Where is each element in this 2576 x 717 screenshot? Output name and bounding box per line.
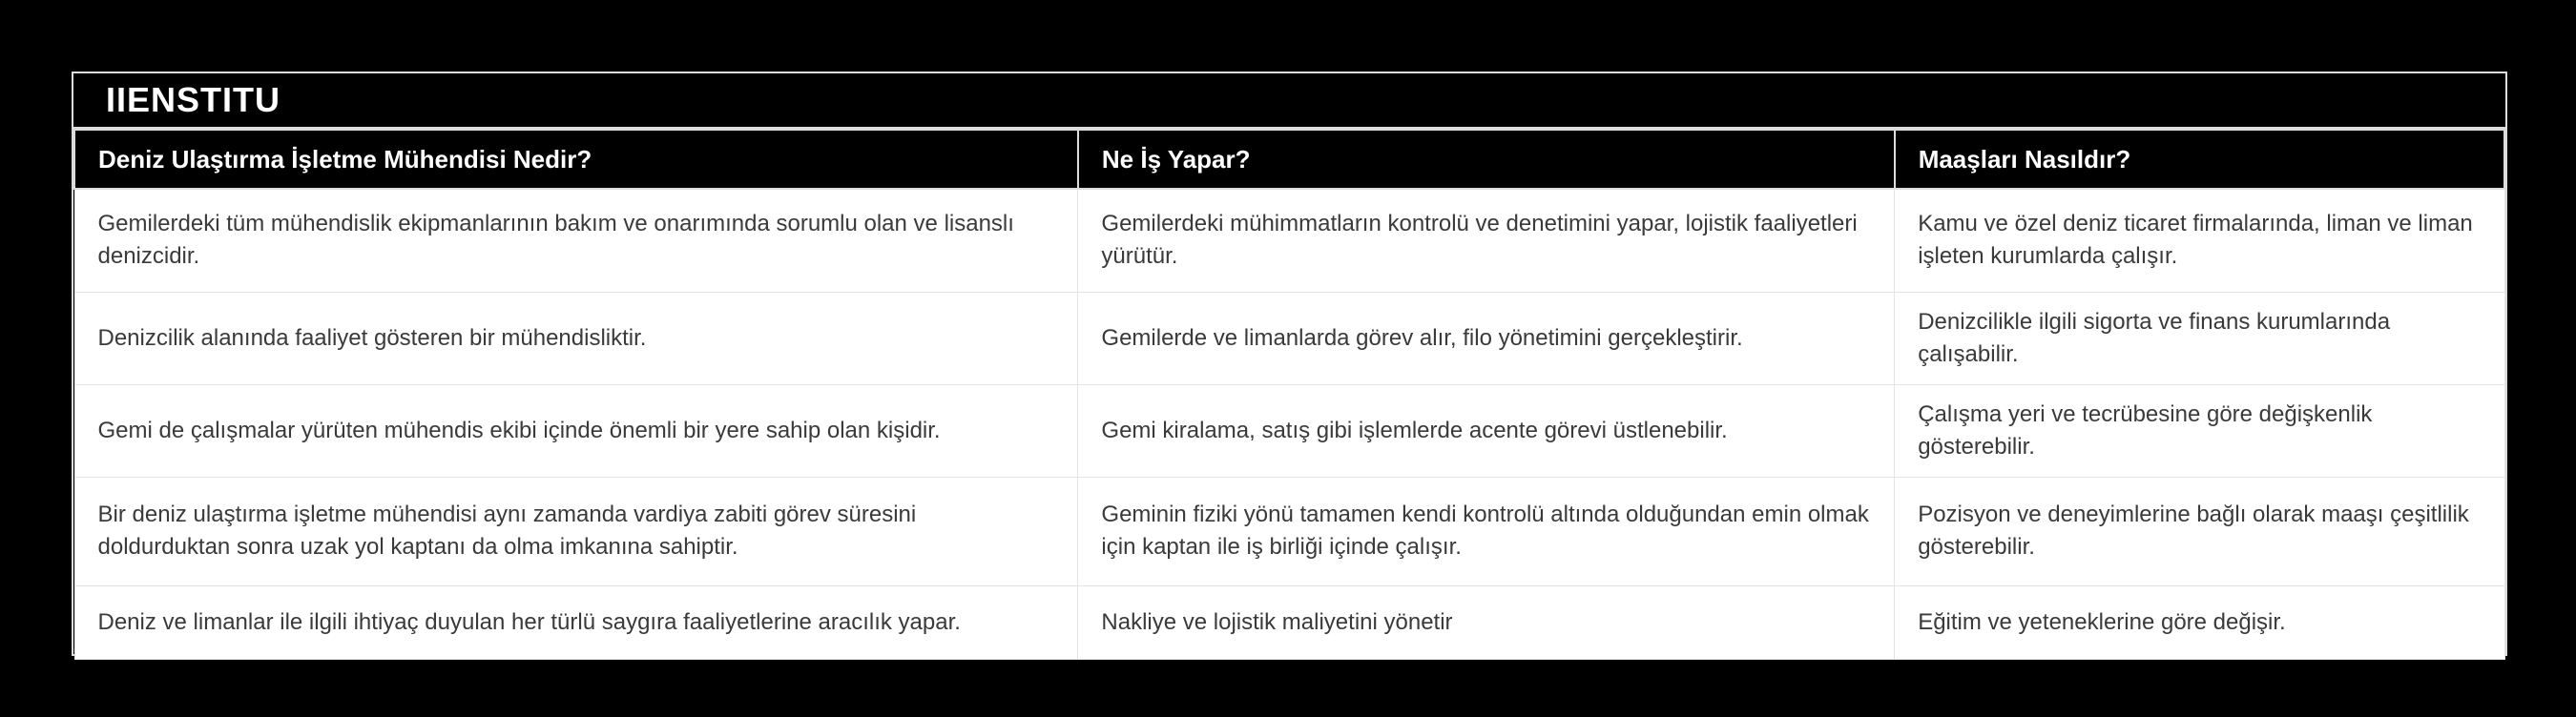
table-header-row bbox=[74, 130, 2504, 189]
table-row bbox=[74, 585, 2504, 659]
table-cell: Bir deniz ulaştırma işletme mühendisi aynı zamanda vardiya zabiti görev süresini doldurduktan sonra uzak yol kaptanı da olma imkanına sahiptir. bbox=[74, 477, 1078, 585]
table-cell: Eğitim ve yeteneklerine göre değişir. bbox=[1895, 585, 2504, 659]
table-cell: Gemi kiralama, satış gibi işlemlerde acente görevi üstlenebilir. bbox=[1078, 384, 1895, 477]
table-row bbox=[74, 292, 2504, 384]
table-cell: Gemilerdeki mühimmatların kontrolü ve denetimini yapar, lojistik faaliyetleri yürütür. bbox=[1078, 189, 1895, 292]
table-row bbox=[74, 189, 2504, 292]
content-frame bbox=[72, 72, 2507, 656]
column-header-ne-is-yapar: Ne İş Yapar? bbox=[1078, 130, 1895, 189]
brand-logo: IIENSTITU bbox=[106, 80, 281, 119]
table-cell: Pozisyon ve deneyimlerine bağlı olarak maaşı çeşitlilik gösterebilir. bbox=[1895, 477, 2504, 585]
table-cell: Çalışma yeri ve tecrübesine göre değişkenlik gösterebilir. bbox=[1895, 384, 2504, 477]
column-header-maaslari: Maaşları Nasıldır? bbox=[1895, 130, 2504, 189]
table-cell: Denizcilikle ilgili sigorta ve finans kurumlarında çalışabilir. bbox=[1895, 292, 2504, 384]
column-header-nedir: Deniz Ulaştırma İşletme Mühendisi Nedir? bbox=[74, 130, 1078, 189]
table-row bbox=[74, 477, 2504, 585]
table-cell: Nakliye ve lojistik maliyetini yönetir bbox=[1078, 585, 1895, 659]
brand-banner bbox=[73, 73, 2505, 129]
table-row bbox=[74, 384, 2504, 477]
table-cell: Kamu ve özel deniz ticaret firmalarında, liman ve liman işleten kurumlarda çalışır. bbox=[1895, 189, 2504, 292]
table-cell: Denizcilik alanında faaliyet gösteren bir mühendisliktir. bbox=[74, 292, 1078, 384]
table-cell: Gemilerdeki tüm mühendislik ekipmanlarının bakım ve onarımında sorumlu olan ve lisanslı denizcidir. bbox=[74, 189, 1078, 292]
table-cell: Gemilerde ve limanlarda görev alır, filo yönetimini gerçekleştirir. bbox=[1078, 292, 1895, 384]
table-cell: Gemi de çalışmalar yürüten mühendis ekibi içinde önemli bir yere sahip olan kişidir. bbox=[74, 384, 1078, 477]
table-cell: Geminin fiziki yönü tamamen kendi kontrolü altında olduğundan emin olmak için kaptan ile iş birliği içinde çalışır. bbox=[1078, 477, 1895, 585]
table-cell: Deniz ve limanlar ile ilgili ihtiyaç duyulan her türlü saygıra faaliyetlerine aracılık yapar. bbox=[74, 585, 1078, 659]
info-table bbox=[73, 129, 2505, 660]
